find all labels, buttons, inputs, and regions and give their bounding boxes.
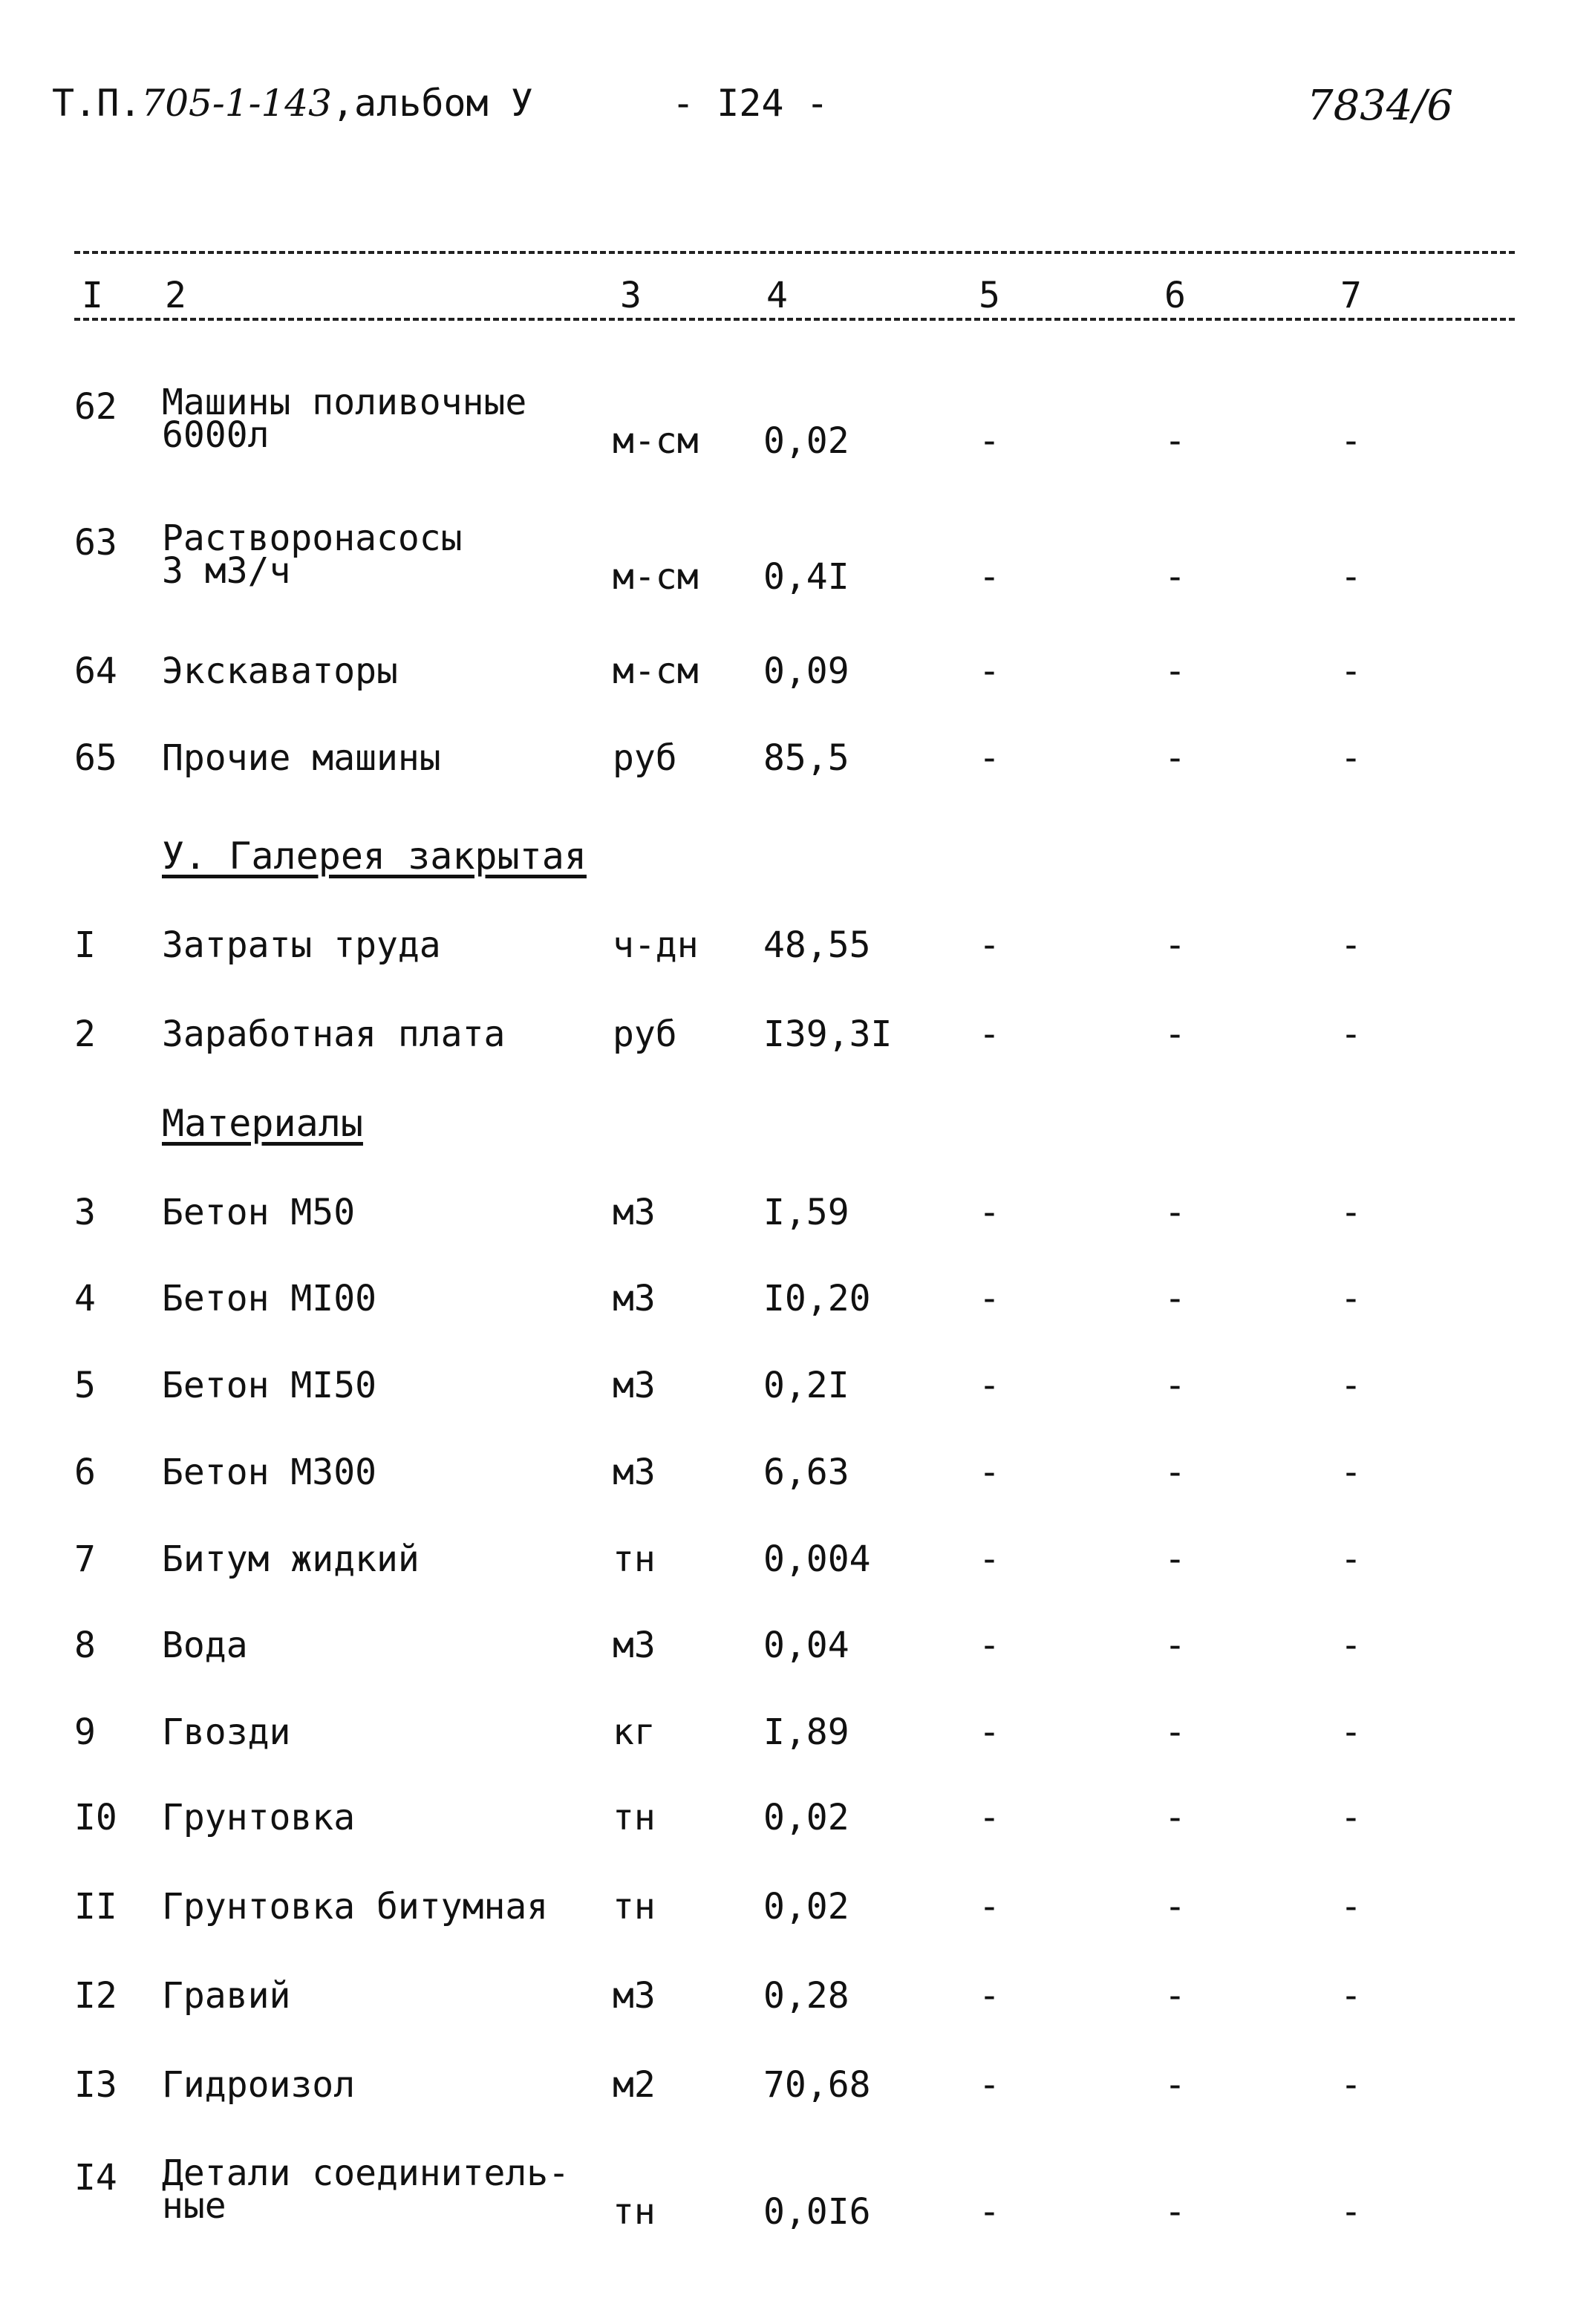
row-col5: - [979, 1886, 1000, 1928]
row-number: II [74, 1886, 117, 1928]
row-col6: - [1164, 420, 1186, 462]
row-col7: - [1340, 1365, 1362, 1406]
row-col6: - [1164, 1886, 1186, 1928]
row-quantity: 6,63 [763, 1452, 849, 1493]
table-row [0, 1278, 1569, 1322]
row-col7: - [1340, 1886, 1362, 1928]
row-unit: м2 [613, 2064, 656, 2106]
row-number: I0 [74, 1797, 117, 1838]
row-col5: - [979, 556, 1000, 598]
table-row [0, 1365, 1569, 1409]
row-number: 63 [74, 522, 117, 564]
row-name [162, 382, 527, 456]
row-name-line2: ные [162, 2185, 226, 2227]
table-row [0, 1711, 1569, 1756]
row-col6: - [1164, 1452, 1186, 1493]
table-row [0, 2064, 1569, 2109]
row-unit: руб [613, 1014, 677, 1055]
row-col7: - [1340, 650, 1362, 692]
row-unit: руб [613, 737, 677, 779]
row-quantity: 48,55 [763, 924, 871, 966]
row-number: 8 [74, 1625, 96, 1666]
row-number: 3 [74, 1192, 96, 1233]
row-col7: - [1340, 1192, 1362, 1233]
row-col5: - [979, 1192, 1000, 1233]
row-name: Бетон МI00 [162, 1278, 376, 1319]
row-col7: - [1340, 1452, 1362, 1493]
row-number: 62 [74, 386, 117, 428]
row-name: Гидроизол [162, 2064, 356, 2106]
row-name: Бетон М50 [162, 1192, 356, 1233]
row-name: Бетон М300 [162, 1452, 376, 1493]
row-col6: - [1164, 1797, 1186, 1838]
row-quantity: 0,09 [763, 650, 849, 692]
row-col5: - [979, 1625, 1000, 1666]
row-col7: - [1340, 1014, 1362, 1055]
row-quantity: 0,04 [763, 1625, 849, 1666]
table-row [0, 737, 1569, 782]
row-col6: - [1164, 2191, 1186, 2233]
row-col5: - [979, 2191, 1000, 2233]
table-row [0, 1797, 1569, 1841]
row-unit: м-см [613, 650, 699, 692]
row-col6: - [1164, 1538, 1186, 1580]
row-col5: - [979, 924, 1000, 966]
col-header-1: I [82, 275, 103, 316]
row-number: 2 [74, 1014, 96, 1055]
table-row [0, 382, 1569, 462]
top-dash-rule [74, 251, 1515, 254]
row-quantity: 0,02 [763, 1886, 849, 1928]
row-name-line1: Растворонасосы [162, 518, 463, 559]
table-row [0, 2152, 1569, 2233]
row-col5: - [979, 1014, 1000, 1055]
row-unit: м3 [613, 1278, 656, 1319]
row-number: 6 [74, 1452, 96, 1493]
page-header-left [52, 82, 533, 125]
row-quantity: 0,02 [763, 1797, 849, 1838]
row-unit: м3 [613, 1452, 656, 1493]
row-unit: м3 [613, 1365, 656, 1406]
table-row [0, 1625, 1569, 1669]
row-quantity: 0,02 [763, 420, 849, 462]
row-col7: - [1340, 2064, 1362, 2106]
row-name: Экскаваторы [162, 650, 398, 692]
row-col7: - [1340, 1278, 1362, 1319]
table-row [0, 1014, 1569, 1058]
row-col7: - [1340, 1538, 1362, 1580]
row-unit: м3 [613, 1625, 656, 1666]
row-name: Грунтовка [162, 1797, 356, 1838]
row-quantity: I,59 [763, 1192, 849, 1233]
row-unit: м3 [613, 1192, 656, 1233]
row-name-line1: Машины поливочные [162, 382, 527, 423]
row-col6: - [1164, 1625, 1186, 1666]
row-number: I4 [74, 2157, 117, 2199]
row-name: Гравий [162, 1975, 291, 2017]
row-name [162, 2152, 570, 2227]
col-header-4: 4 [766, 275, 788, 316]
row-quantity: 0,28 [763, 1975, 849, 2017]
row-quantity: 0,004 [763, 1538, 871, 1580]
header-suffix: ,альбом У [331, 82, 533, 125]
header-prefix: Т.П. [52, 82, 142, 125]
row-number: I2 [74, 1975, 117, 2017]
row-unit: тн [613, 2191, 656, 2233]
row-col5: - [979, 650, 1000, 692]
section-heading: У. Галерея закрытая [162, 835, 587, 878]
row-col5: - [979, 1538, 1000, 1580]
row-number: 64 [74, 650, 117, 692]
table-row [0, 650, 1569, 695]
row-unit: тн [613, 1538, 656, 1580]
row-name-line2: 3 м3/ч [162, 550, 291, 592]
row-col5: - [979, 420, 1000, 462]
table-row [0, 518, 1569, 598]
row-name: Гвозди [162, 1711, 291, 1753]
row-quantity: 85,5 [763, 737, 849, 779]
row-quantity: 0,2I [763, 1365, 849, 1406]
col-header-5: 5 [979, 275, 1000, 316]
row-col6: - [1164, 1278, 1186, 1319]
row-col7: - [1340, 1625, 1362, 1666]
table-row [0, 1886, 1569, 1930]
row-name-line2: 6000л [162, 414, 270, 456]
row-col6: - [1164, 1975, 1186, 2017]
row-name [162, 518, 463, 592]
row-number: I [74, 924, 96, 966]
row-unit: м-см [613, 420, 699, 462]
row-col7: - [1340, 737, 1362, 779]
header-handwritten-number: 7834/6 [1307, 82, 1454, 130]
row-quantity: I39,3I [763, 1014, 893, 1055]
row-col5: - [979, 1797, 1000, 1838]
row-quantity: 0,0I6 [763, 2191, 871, 2233]
table-row [0, 924, 1569, 969]
row-unit: кг [613, 1711, 656, 1753]
row-col6: - [1164, 1192, 1186, 1233]
row-number: 5 [74, 1365, 96, 1406]
row-col6: - [1164, 556, 1186, 598]
row-col7: - [1340, 1975, 1362, 2017]
row-col6: - [1164, 650, 1186, 692]
row-col5: - [979, 1365, 1000, 1406]
row-name: Битум жидкий [162, 1538, 420, 1580]
row-unit: тн [613, 1886, 656, 1928]
row-col6: - [1164, 924, 1186, 966]
row-unit: м3 [613, 1975, 656, 2017]
row-unit: тн [613, 1797, 656, 1838]
row-name: Грунтовка битумная [162, 1886, 549, 1928]
table-row [0, 1975, 1569, 2020]
row-col7: - [1340, 924, 1362, 966]
row-quantity: 70,68 [763, 2064, 871, 2106]
table-row [0, 1452, 1569, 1496]
row-quantity: 0,4I [763, 556, 849, 598]
row-col5: - [979, 1975, 1000, 2017]
row-col5: - [979, 737, 1000, 779]
materials-subheading: Материалы [162, 1102, 363, 1145]
row-number: 65 [74, 737, 117, 779]
row-col7: - [1340, 556, 1362, 598]
bottom-dash-rule [74, 318, 1515, 321]
table-row [0, 1538, 1569, 1583]
row-col6: - [1164, 1711, 1186, 1753]
col-header-6: 6 [1164, 275, 1186, 316]
row-number: 9 [74, 1711, 96, 1753]
row-number: I3 [74, 2064, 117, 2106]
col-header-7: 7 [1340, 275, 1362, 316]
row-unit: м-см [613, 556, 699, 598]
row-col5: - [979, 1711, 1000, 1753]
row-name: Вода [162, 1625, 248, 1666]
row-quantity: I0,20 [763, 1278, 871, 1319]
row-number: 4 [74, 1278, 96, 1319]
col-header-3: 3 [620, 275, 642, 316]
row-col6: - [1164, 1014, 1186, 1055]
col-header-2: 2 [165, 275, 186, 316]
row-number: 7 [74, 1538, 96, 1580]
row-col7: - [1340, 2191, 1362, 2233]
row-quantity: I,89 [763, 1711, 849, 1753]
row-col7: - [1340, 420, 1362, 462]
row-name: Прочие машины [162, 737, 441, 779]
row-col7: - [1340, 1797, 1362, 1838]
row-col7: - [1340, 1711, 1362, 1753]
header-handwritten-code: 705-1-143 [141, 82, 332, 125]
row-col6: - [1164, 1365, 1186, 1406]
row-name: Заработная плата [162, 1014, 506, 1055]
row-name: Бетон МI50 [162, 1365, 376, 1406]
row-col5: - [979, 2064, 1000, 2106]
row-name: Затраты труда [162, 924, 441, 966]
row-col6: - [1164, 737, 1186, 779]
row-col6: - [1164, 2064, 1186, 2106]
table-row [0, 1192, 1569, 1236]
row-col5: - [979, 1278, 1000, 1319]
row-col5: - [979, 1452, 1000, 1493]
row-name-line1: Детали соединитель- [162, 2152, 570, 2194]
row-unit: ч-дн [613, 924, 699, 966]
page-number: - I24 - [672, 82, 829, 125]
